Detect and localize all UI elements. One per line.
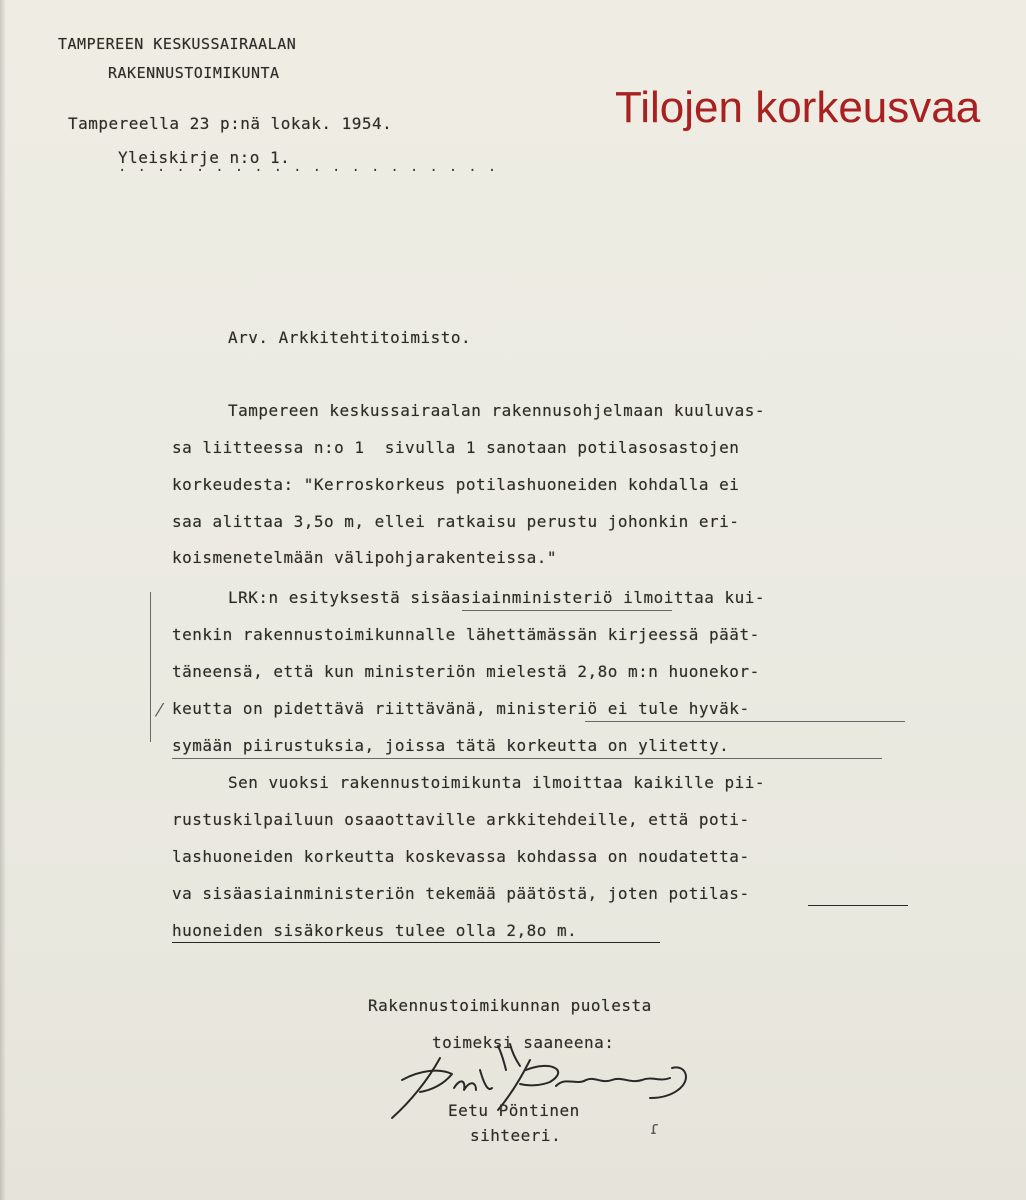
p3-line-1: Sen vuoksi rakennustoimikunta ilmoittaa kaikille pii- (228, 773, 766, 792)
p2-line-2: tenkin rakennustoimikunnalle lähettämässän kirjeessä päät- (172, 625, 760, 644)
p2-line-4: keutta on pidettävä riittävänä, ministeriö ei tule hyväk- (172, 699, 750, 718)
page-edge-shadow (0, 0, 6, 1200)
underline-sisaasiainministerio (462, 610, 672, 611)
overlay-title: Tilojen korkeusvaa (615, 83, 981, 132)
closing-on-behalf: Rakennustoimikunnan puolesta (368, 996, 652, 1015)
p1-line-1: Tampereen keskussairaalan rakennusohjelmaan kuuluvas- (228, 401, 766, 420)
signatory-title: sihteeri. (470, 1126, 562, 1145)
margin-bracket (150, 592, 151, 742)
p3-line-5: huoneiden sisäkorkeus tulee olla 2,8o m. (172, 921, 578, 940)
p1-line-5: koismenetelmään välipohjarakenteissa." (172, 548, 558, 567)
recipient-line: Arv. Arkkitehtitoimisto. (228, 328, 472, 347)
p3-line-4: va sisäasiainministeriön tekemää päätöstä, joten potilas- (172, 884, 750, 903)
closing-role: toimeksi saaneena: (432, 1033, 615, 1052)
signatory-name: Eetu Pöntinen (448, 1101, 580, 1120)
circular-number: Yleiskirje n:o 1. (118, 148, 291, 167)
org-name-line-2: RAKENNUSTOIMIKUNTA (108, 64, 280, 82)
p2-line-3: täneensä, että kun ministeriön mielestä 2,8o m:n huonekor- (172, 662, 760, 681)
p3-line-2: rustuskilpailuun osaaottaville arkkitehdeille, että poti- (172, 810, 750, 829)
p3-line-3: lashuoneiden korkeutta koskevassa kohdassa on noudatetta- (172, 847, 750, 866)
underline-huoneiden (172, 942, 660, 943)
p1-line-3: korkeudesta: "Kerroskorkeus potilashuoneiden kohdalla ei (172, 475, 740, 494)
p1-line-4: saa alittaa 3,5o m, ellei ratkaisu perustu johonkin eri- (172, 512, 740, 531)
dotted-underline: · · · · · · · · · · · · · · · · · · · · (118, 163, 498, 179)
underline-potilas (808, 905, 908, 906)
letter-date: Tampereella 23 p:nä lokak. 1954. (68, 114, 393, 133)
p1-line-2: sa liitteessa n:o 1 sivulla 1 sanotaan potilasosastojen (172, 438, 740, 457)
underline-symaan (172, 758, 882, 759)
p2-line-5: symään piirustuksia, joissa tätä korkeutta on ylitetty. (172, 736, 730, 755)
margin-pencil-mark: ⁄ (158, 700, 162, 721)
p2-line-1: LRK:n esityksestä sisäasiainministeriö ilmoittaa kui- (228, 588, 766, 607)
org-name-line-1: TAMPEREEN KESKUSSAIRAALAN (58, 35, 297, 53)
underline-ministerio (585, 721, 905, 722)
corner-pencil-mark: ɾ (650, 1118, 660, 1139)
